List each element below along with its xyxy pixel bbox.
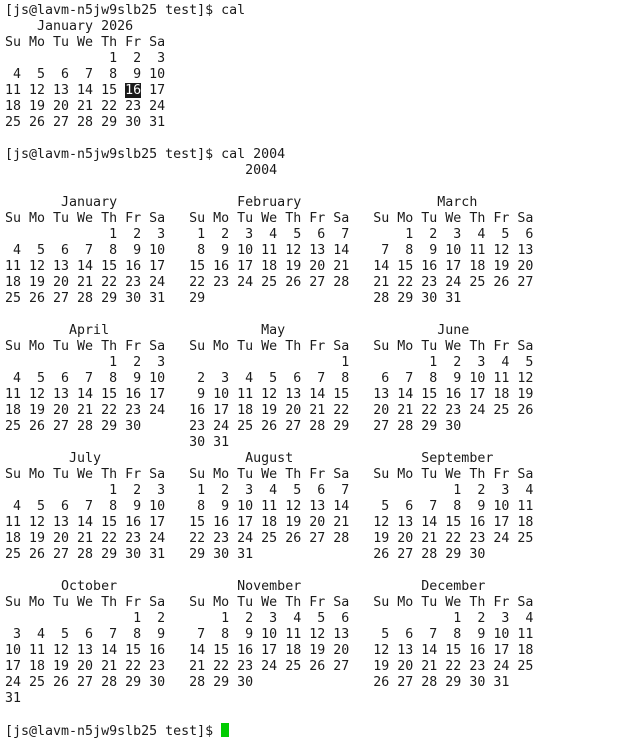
output-line: 30 31	[5, 435, 230, 450]
output-line: 11 12 13 14 15 16 17 15 16 17 18 19 20 21 12 13 14 15 16 17 18	[5, 515, 534, 530]
output-line: 1 2 3 1 2 3 4 5 6 7 1 2 3 4 5 6	[5, 227, 534, 242]
output-line: Su Mo Tu We Th Fr Sa	[5, 35, 166, 50]
output-line: 25 26 27 28 29 30 31 29 28 29 30 31	[5, 291, 462, 306]
command-line: [js@lavm-n5jw9slb25 test]$ cal 2004	[5, 147, 286, 162]
output-line: 25 26 27 28 29 30 23 24 25 26 27 28 29 27 28 29 30	[5, 419, 462, 434]
output-line	[5, 307, 632, 323]
output-line: April May June	[5, 323, 470, 338]
output-line: July August September	[5, 451, 494, 466]
output-line: 18 19 20 21 22 23 24 22 23 24 25 26 27 28 21 22 23 24 25 26 27	[5, 275, 534, 290]
output-line: 18 19 20 21 22 23 24 16 17 18 19 20 21 22 20 21 22 23 24 25 26	[5, 403, 534, 418]
output-line: January 2026	[5, 19, 134, 34]
output-line: 25 26 27 28 29 30 31	[5, 115, 166, 130]
output-line: 11 12 13 14 15 16 17 9 10 11 12 13 14 15 13 14 15 16 17 18 19	[5, 387, 534, 402]
shell-prompt: [js@lavm-n5jw9slb25 test]$	[5, 724, 222, 739]
output-line: October November December	[5, 579, 486, 594]
output-line: Su Mo Tu We Th Fr Sa Su Mo Tu We Th Fr Sa Su Mo Tu We Th Fr Sa	[5, 339, 534, 354]
output-line	[5, 707, 632, 723]
output-line: 25 26 27 28 29 30 31 29 30 31 26 27 28 29 30	[5, 547, 486, 562]
prompt-line[interactable]	[5, 723, 632, 739]
output-line: January February March	[5, 195, 478, 210]
output-line: 4 5 6 7 8 9 10 2 3 4 5 6 7 8 6 7 8 9 10 11 12	[5, 371, 534, 386]
output-line: Su Mo Tu We Th Fr Sa Su Mo Tu We Th Fr Sa Su Mo Tu We Th Fr Sa	[5, 211, 534, 226]
output-line: 2004	[5, 163, 278, 178]
output-line: 1 2 3 1 2 3 4 5 6 7 1 2 3 4	[5, 483, 534, 498]
calendar-week-line-highlighted	[5, 83, 632, 99]
output-line: Su Mo Tu We Th Fr Sa Su Mo Tu We Th Fr Sa Su Mo Tu We Th Fr Sa	[5, 595, 534, 610]
output-line	[5, 131, 632, 147]
output-line: 4 5 6 7 8 9 10	[5, 67, 166, 82]
output-line: 3 4 5 6 7 8 9 7 8 9 10 11 12 13 5 6 7 8 9 10 11	[5, 627, 534, 642]
week-days: 11 12 13 14 15	[5, 83, 126, 98]
output-line: 24 25 26 27 28 29 30 28 29 30 26 27 28 29 30 31	[5, 675, 510, 690]
output-line: 18 19 20 21 22 23 24 22 23 24 25 26 27 28 19 20 21 22 23 24 25	[5, 531, 534, 546]
output-line	[5, 563, 632, 579]
command-line: [js@lavm-n5jw9slb25 test]$ cal	[5, 3, 246, 18]
output-line: 10 11 12 13 14 15 16 14 15 16 17 18 19 20 12 13 14 15 16 17 18	[5, 643, 534, 658]
output-line: 1 2 3 1 1 2 3 4 5	[5, 355, 534, 370]
today-highlight: 16	[125, 83, 142, 98]
output-line: 1 2 1 2 3 4 5 6 1 2 3 4	[5, 611, 534, 626]
terminal-output	[5, 3, 632, 723]
output-line: 4 5 6 7 8 9 10 8 9 10 11 12 13 14 5 6 7 8 9 10 11	[5, 499, 534, 514]
output-line: 1 2 3	[5, 51, 166, 66]
output-line: 31	[5, 691, 22, 706]
output-line	[5, 179, 632, 195]
output-line: 17 18 19 20 21 22 23 21 22 23 24 25 26 27 19 20 21 22 23 24 25	[5, 659, 534, 674]
output-line: 4 5 6 7 8 9 10 8 9 10 11 12 13 14 7 8 9 10 11 12 13	[5, 243, 534, 258]
output-line: Su Mo Tu We Th Fr Sa Su Mo Tu We Th Fr Sa Su Mo Tu We Th Fr Sa	[5, 467, 534, 482]
text-cursor	[221, 723, 229, 737]
output-line: 18 19 20 21 22 23 24	[5, 99, 166, 114]
output-line: 11 12 13 14 15 16 17 15 16 17 18 19 20 21 14 15 16 17 18 19 20	[5, 259, 534, 274]
week-days: 17	[141, 83, 166, 98]
